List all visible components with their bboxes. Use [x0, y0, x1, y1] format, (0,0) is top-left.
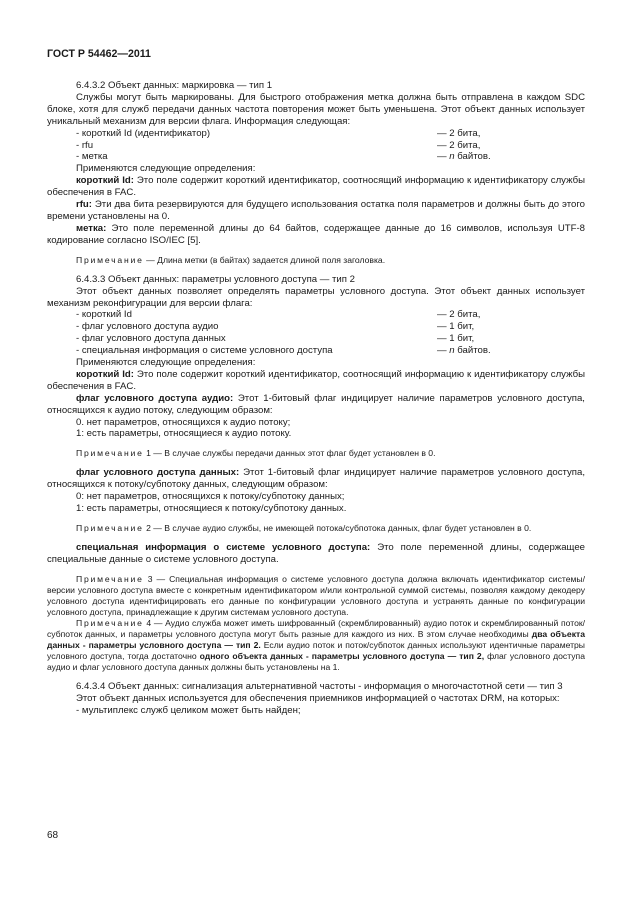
- paragraph: Службы могут быть маркированы. Для быстрого отображения метка должна быть отправлена в каждом SDC блоке, хотя для служб передачи данных частота повторения может быть уменьшена. Этот объект данных использует уникальный механизм для версии флага. Информация следующая:: [47, 91, 585, 127]
- option-line: 1: есть параметры, относящиеся к потоку/субпотоку данных.: [76, 503, 347, 515]
- section-heading: 6.4.3.4 Объект данных: сигнализация альтернативной частоты - информация о многочастотной сети — тип 3: [76, 680, 563, 692]
- definition: короткий Id: Это поле содержит короткий идентификатор, соотносящий информацию к идентификатору службы обеспечения в FAC.: [47, 368, 585, 392]
- definition-term: короткий Id:: [76, 175, 134, 187]
- field-label: - флаг условного доступа аудио: [76, 321, 219, 333]
- option-line: 0. нет параметров, относящихся к аудио потоку;: [76, 416, 291, 428]
- section-heading: 6.4.3.3 Объект данных: параметры условного доступа — тип 2: [76, 273, 355, 285]
- definition-term: флаг условного доступа аудио:: [76, 392, 234, 404]
- note-label: Примечание: [76, 523, 144, 533]
- field-item: [47, 309, 585, 321]
- definition-term: метка:: [76, 222, 107, 234]
- page-number: 68: [47, 830, 59, 841]
- definition: специальная информация о системе условного доступа: Это поле переменной длины, содержащее специальные данные о системе условного доступа.: [47, 542, 585, 565]
- paragraph: Применяются следующие определения:: [76, 163, 256, 175]
- field-item: [47, 345, 585, 357]
- definition: флаг условного доступа данных: Этот 1-битовый флаг индицирует наличие параметров условного доступа, относящихся к потоку/субпотоку данных, следующим образом:: [47, 467, 585, 491]
- option-line: 0: нет параметров, относящихся к потоку/субпотоку данных;: [76, 491, 345, 503]
- field-size: — n байтов.: [437, 151, 491, 163]
- field-label: - короткий Id (идентификатор): [76, 127, 211, 139]
- note-label: Примечание: [76, 254, 144, 265]
- note: Примечание 2 — В случае аудио службы, не имеющей потока/субпотока данных, флаг будет установлен в 0.: [76, 523, 532, 533]
- option-line: 1: есть параметры, относящиеся к аудио потоку.: [76, 428, 292, 440]
- field-item: [47, 321, 585, 333]
- note: Примечание 1 — В случае службы передачи данных этот флаг будет установлен в 0.: [76, 448, 436, 459]
- note: Примечание — Длина метки (в байтах) задается длиной поля заголовка.: [76, 254, 386, 265]
- field-label: - rfu: [76, 139, 94, 151]
- field-size: — 2 бита,: [437, 127, 481, 139]
- definition-term: rfu:: [76, 199, 92, 211]
- field-size: — 2 бита,: [437, 309, 481, 321]
- field-size: — 2 бита,: [437, 139, 481, 151]
- definition: флаг условного доступа аудио: Этот 1-битовый флаг индицирует наличие параметров условного доступа, относящихся к аудио потоку, следующим образом:: [47, 392, 585, 416]
- field-size: — 1 бит,: [437, 321, 475, 333]
- field-size: — 1 бит,: [437, 333, 475, 345]
- note: Примечание 3 — Специальная информация о системе условного доступа должна включать идентификатор системы/версии условного доступа вместе с конкретным идентификатором и/или контрольной суммой системы, позволяя каждому декодеру условного доступа идентифицировать его данные по конфигурации условного доступа и устранять данные по конфигурации условного доступа, принадлежащие к другим системам условного доступа.: [47, 573, 585, 617]
- definition-term: специальная информация о системе условного доступа:: [76, 542, 371, 553]
- field-size: — n байтов.: [437, 345, 491, 357]
- paragraph: Этот объект данных позволяет определять параметры условного доступа. Этот объект данных использует механизм реконфигурации для версии флага:: [47, 285, 585, 309]
- field-label: - метка: [76, 151, 108, 163]
- definition: короткий Id: Это поле содержит короткий идентификатор, соотносящий информацию к идентификатору службы обеспечения в FAC.: [47, 175, 585, 199]
- note-label: Примечание: [76, 573, 144, 584]
- document-header: ГОСТ Р 54462—2011: [47, 48, 151, 60]
- field-label: - короткий Id: [76, 309, 132, 321]
- field-item: [47, 140, 585, 152]
- section-heading: 6.4.3.2 Объект данных: маркировка — тип 1: [76, 80, 273, 91]
- field-item: [47, 333, 585, 345]
- paragraph: Применяются следующие определения:: [76, 357, 256, 369]
- paragraph: Этот объект данных используется для обеспечения приемников информацией о частотах DRM, на которых:: [76, 692, 560, 704]
- note-label: Примечание: [76, 617, 144, 628]
- definition-term: короткий Id:: [76, 368, 134, 380]
- note-label: Примечание: [76, 448, 144, 459]
- field-item: [47, 128, 585, 140]
- page-content: [47, 80, 585, 717]
- definition: rfu: Эти два бита резервируются для будущего использования остатка поля параметров и должны быть до этого времени установлены на 0.: [47, 199, 585, 222]
- field-item: [47, 151, 585, 163]
- list-item: - мультиплекс служб целиком может быть найден;: [76, 704, 301, 716]
- field-label: - флаг условного доступа данных: [76, 333, 226, 345]
- note: Примечание 4 — Аудио служба может иметь шифрованный (скремблированный) аудио поток и скремблированный поток/субпоток данных, и параметры условного доступа могут быть разные для каждого из них. В этом случае необходимы два объекта данных - параметры условного доступа — тип 2. Если аудио поток и поток/субпоток данных используют идентичные параметры условного доступа, тогда достаточно одного объекта данных - параметры условного доступа — тип 2, флаг условного доступа аудио и флаг условного доступа данных должны быть установлены на 1.: [47, 617, 586, 672]
- definition-term: флаг условного доступа данных:: [76, 467, 240, 479]
- definition: метка: Это поле переменной длины до 64 байтов, содержащее данные до 16 символов, используя UTF-8 кодирование согласно ISO/IEC [5].: [47, 222, 585, 246]
- field-label: - специальная информация о системе условного доступа: [76, 345, 333, 357]
